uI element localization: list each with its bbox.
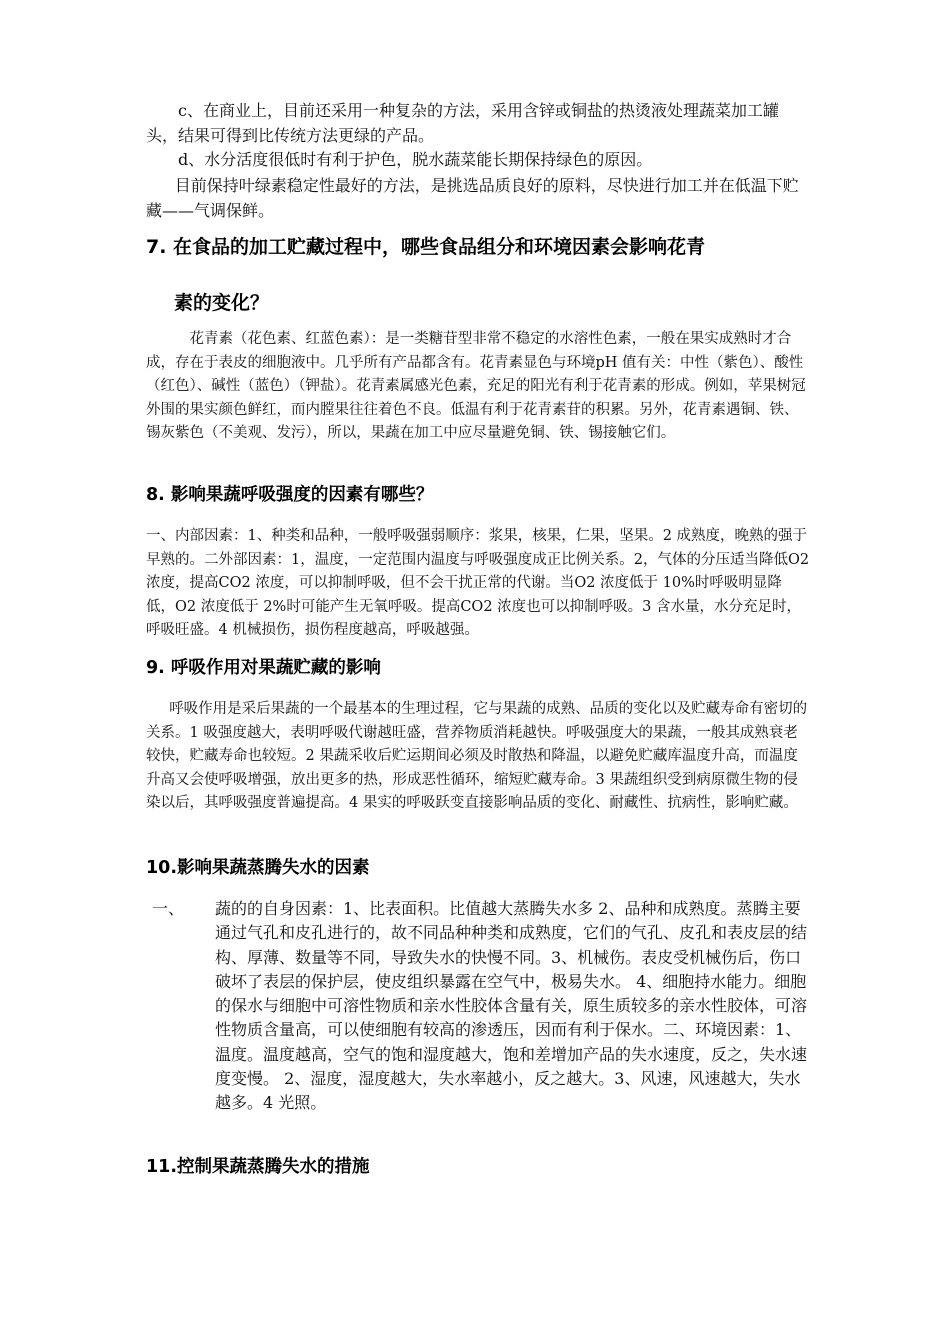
heading-question-7-line1: 7. 在食品的加工贮藏过程中，哪些食品组分和环境因素会影响花青 <box>146 236 706 258</box>
list-question-10 <box>146 897 810 1116</box>
list-marker: 一、 <box>152 899 185 918</box>
heading-question-10: 10.影响果蔬蒸腾失水的因素 <box>146 858 370 878</box>
heading-question-9: 9. 呼吸作用对果蔬贮藏的影响 <box>146 658 381 678</box>
heading-question-7-line2: 素的变化？ <box>174 292 270 314</box>
heading-question-8: 8. 影响果蔬呼吸强度的因素有哪些？ <box>146 485 434 505</box>
heading-question-11: 11.控制果蔬蒸腾失水的措施 <box>146 1157 370 1177</box>
paragraph-d: d、水分活度很低时有利于护色，脱水蔬菜能长期保持绿色的原因。 <box>178 150 653 169</box>
list-item-text: 蔬的的自身因素：1、比表面积。比值越大蒸腾失水多 2、品种和成熟度。蒸腾主要通过气孔和皮孔进行的，故不同品种种类和成熟度，它们的气孔、皮孔和表皮层的结构、厚薄、数量等不同，导致失水的快慢不同。3、机械伤。表皮受机械伤后，伤口破坏了表层的保护层，使皮组织暴露在空气中，极易失水。 4、细胞持水能力。细胞的保水与细胞中可溶性物质和亲水性胶体含量有关，原生质较多的亲水性胶体，可溶性物质含量高，可以使细胞有较高的渗透压，因而有利于保水。二、环境因素：1、温度。温度越高，空气的饱和湿度越大，饱和差增加产品的失水速度，反之，失水速度变慢。 2、湿度，湿度越大，失水率越小，反之越大。3、风速，风速越大，失水越多。4 光照。 <box>215 899 808 1113</box>
paragraph-summary: 目前保持叶绿素稳定性最好的方法，是挑选品质良好的原料，尽快进行加工并在低温下贮藏——气调保鲜。 <box>146 176 799 220</box>
heading-question-7 <box>146 219 826 331</box>
paragraph-question-9: 呼吸作用是采后果蔬的一个最基本的生理过程，它与果蔬的成熟、品质的变化以及贮藏寿命有密切的关系。1 吸强度越大，表明呼吸代谢越旺盛，营养物质消耗越快。呼吸强度大的果蔬，一般其成熟衰老较快，贮藏寿命也较短。2 果蔬采收后贮运期间必须及时散热和降温，以避免贮藏库温度升高，而温度升高又会使呼吸增强，放出更多的热，形成恶性循环，缩短贮藏寿命。3 果蔬组织受到病原微生物的侵染以后，其呼吸强度普遍提高。4 果实的呼吸跃变直接影响品质的变化、耐藏性、抗病性，影响贮藏。 <box>146 701 808 812</box>
paragraph-question-8: 一、内部因素：1、种类和品种，一般呼吸强弱顺序：浆果，核果，仁果，坚果。2 成熟度，晚熟的强于早熟的。二外部因素：1，温度，一定范围内温度与呼吸强度成正比例关系。2，气体的分压适当降低O2 浓度，提高CO2 浓度，可以抑制呼吸，但不会干扰正常的代谢。当O2 浓度低于 10%时呼吸明显降低，O2 浓度低于 2%时可能产生无氧呼吸。提高CO2 浓度也可以抑制呼吸。3 含水量，水分充足时，呼吸旺盛。4 机械损伤，损伤程度越高，呼吸越强。 <box>146 528 810 639</box>
paragraph-question-7: 花青素（花色素、红蓝色素）：是一类糖苷型非常不稳定的水溶性色素，一般在果实成熟时才合成，存在于表皮的细胞液中。几乎所有产品都含有。花青素显色与环境pH 值有关：中性（紫色）、酸性（红色）、碱性（蓝色）（钾盐）。花青素属感光色素，充足的阳光有利于花青素的形成。例如，苹果树冠外围的果实颜色鲜红，而内膛果往往着色不良。低温有利于花青素苷的积累。另外，花青素遇铜、铁、锡灰紫色（不美观、发污），所以，果蔬在加工中应尽量避免铜、铁、锡接触它们。 <box>146 331 806 442</box>
paragraph-c: c、在商业上，目前还采用一种复杂的方法，采用含锌或铜盐的热烫液处理蔬菜加工罐头，结果可得到比传统方法更绿的产品。 <box>146 101 779 145</box>
